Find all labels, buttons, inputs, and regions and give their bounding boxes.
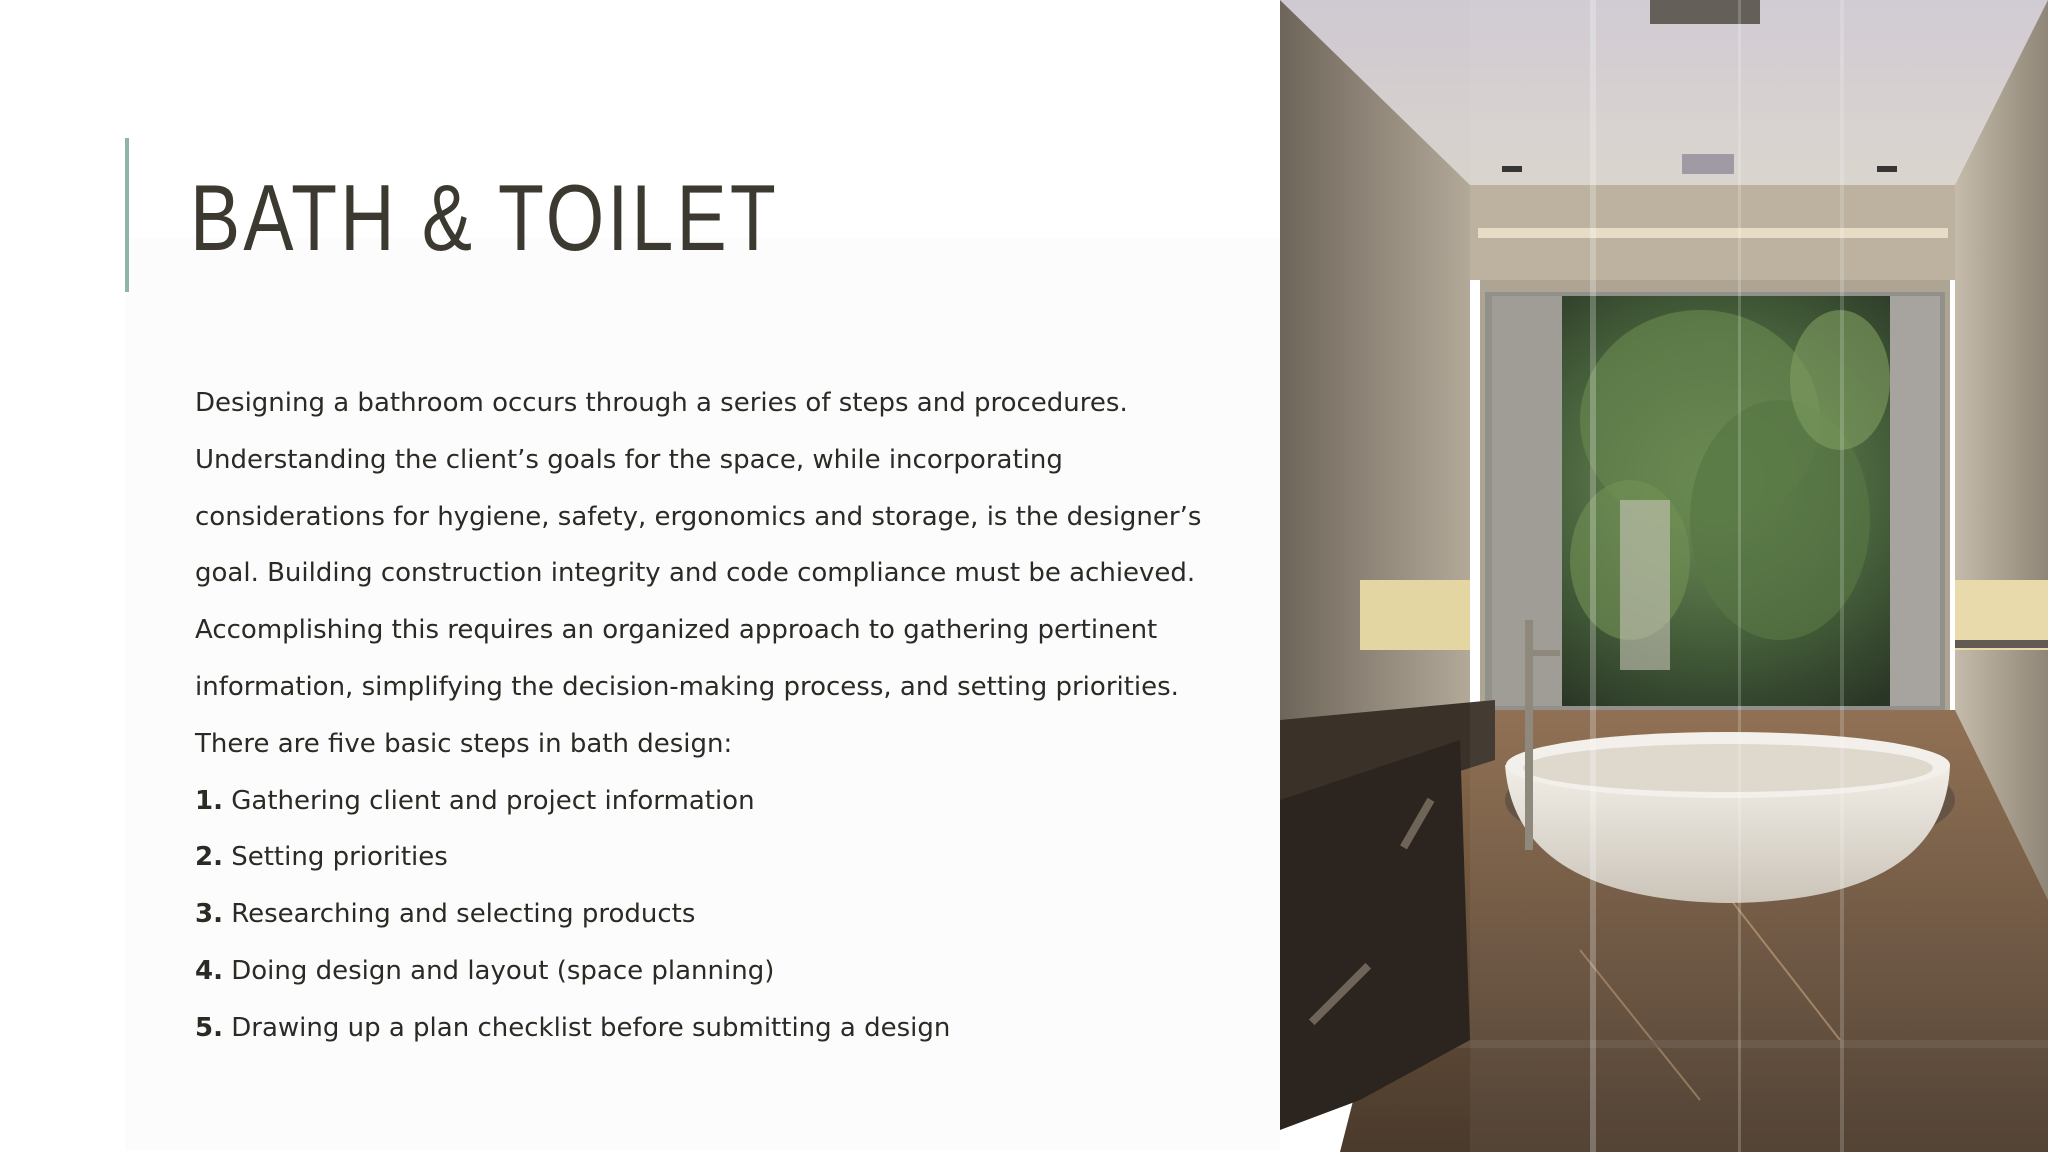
step-text: Drawing up a plan checklist before submitting a design [222,1012,951,1043]
step-item [195,943,1255,1000]
step-text: Doing design and layout (space planning) [222,955,775,986]
step-item [195,1000,1255,1057]
step-number: 1. [195,785,223,816]
step-text: Gathering client and project information [222,785,755,816]
step-number: 5. [195,1012,223,1043]
step-item [195,886,1255,943]
slide-title: BATH & TOILET [190,165,780,270]
step-text: Setting priorities [222,842,448,873]
step-number: 3. [195,899,223,930]
intro-paragraph: Designing a bathroom occurs through a series of steps and procedures. Understanding the client’s goals for the space, while incorporating considerations for hygiene, safety, ergonomics and storage, is the designer’s goal. Building construction integrity and code compliance must be achieved. Accomplishing this requires an organized approach to gathering pertinent information, simplifying the decision-making process, and setting priorities. [195,388,1202,702]
step-number: 2. [195,842,223,873]
step-item [195,773,1255,830]
slide-body [195,375,1255,1057]
steps-list [195,773,1255,1057]
steps-intro: There are five basic steps in bath design: [195,728,733,759]
step-number: 4. [195,955,223,986]
bathroom-photo [1280,0,2048,1152]
title-accent-bar [125,138,129,292]
step-item [195,829,1255,886]
step-text: Researching and selecting products [222,899,696,930]
